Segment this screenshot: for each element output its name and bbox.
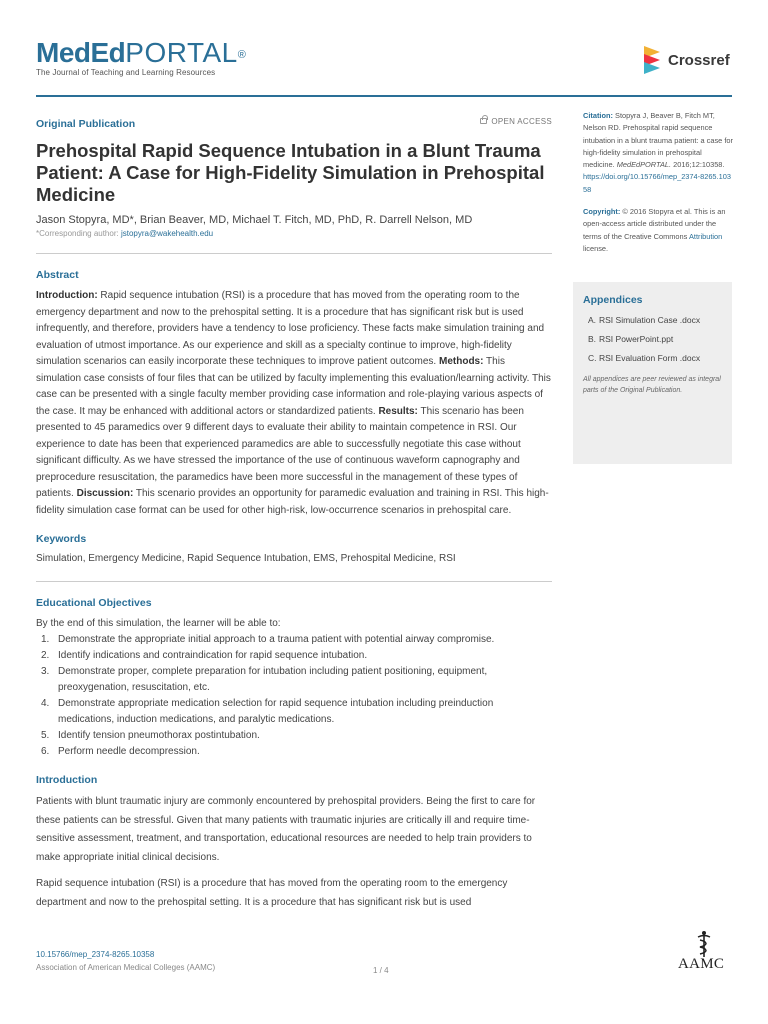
list-item-text: Perform needle decompression. <box>58 746 200 757</box>
citation-text: Stopyra J, Beaver B, Fitch MT, Nelson RD. Prehospital rapid sequence intubation in a blunt trauma patient: a case for high-fidelity simulation in prehospital medicine. <box>583 111 733 170</box>
introduction-paragraph: Patients with blunt traumatic injury are commonly encountered by prehospital providers. Being the first to care for these patients can be stressful. Given that many patients with traumatic injuries are critically ill and require time-sensitive assessment, treatment, and transportation, educational resources are needed to help train providers to make appropriate initial clinical decisions. <box>36 796 536 863</box>
appendix-label: RSI PowerPoint.ppt <box>599 334 674 344</box>
appendices-note: All appendices are peer reviewed as integral parts of the Original Publication. <box>583 376 721 394</box>
abstract-discussion-label: Discussion: <box>76 488 134 499</box>
article-title: Prehospital Rapid Sequence Intubation in a Blunt Trauma Patient: A Case for High-Fidelity Simulation in Prehospital Medicine <box>36 140 545 205</box>
logo-registered-mark: ® <box>237 49 246 61</box>
crossref-badge[interactable] <box>640 44 740 76</box>
open-access-label: OPEN ACCESS <box>491 117 552 126</box>
list-item <box>36 632 552 648</box>
citation-journal: MedEdPORTAL. <box>616 160 672 170</box>
list-item-text: Demonstrate the appropriate initial approach to a trauma patient with potential airway compromise. <box>58 634 495 645</box>
publication-type-row <box>36 114 552 136</box>
logo-portal: PORTAL <box>125 37 238 68</box>
list-item-number: 4. <box>41 698 50 709</box>
author-list: Jason Stopyra, MD*, Brian Beaver, MD, Michael T. Fitch, MD, PhD, R. Darrell Nelson, MD <box>36 214 473 226</box>
appendix-label: RSI Evaluation Form .docx <box>599 353 701 363</box>
caduceus-icon <box>694 930 714 958</box>
appendix-link-a[interactable] <box>583 314 722 327</box>
appendix-link-b[interactable] <box>583 333 722 346</box>
footer-organization: Association of American Medical Colleges (AAMC) <box>36 963 216 972</box>
list-item <box>36 648 552 664</box>
introduction-paragraph: Rapid sequence intubation (RSI) is a procedure that has moved from the operating room to the emergency department and now to the prehospital setting. It is a procedure that has significant risk but is used <box>36 878 508 908</box>
objectives-list <box>36 632 552 760</box>
page-header <box>0 0 768 96</box>
logo-med: MedEd <box>36 37 126 68</box>
main-column <box>36 114 552 912</box>
abstract-heading: Abstract <box>36 269 79 281</box>
crossref-label: Crossref <box>668 52 730 69</box>
page-number: 1 / 4 <box>373 966 389 975</box>
corresponding-email-link[interactable]: jstopyra@wakehealth.edu <box>120 229 214 238</box>
sidebar <box>583 110 733 255</box>
logo-wordmark <box>36 38 245 68</box>
objectives-heading: Educational Objectives <box>36 597 152 609</box>
list-item <box>36 696 552 728</box>
appendix-letter: C. <box>588 353 597 363</box>
lock-icon <box>480 118 487 124</box>
license-link[interactable]: Attribution <box>688 231 723 241</box>
keywords-text: Simulation, Emergency Medicine, Rapid Sequence Intubation, EMS, Prehospital Medicine, RSI <box>36 553 456 564</box>
list-item-number: 1. <box>41 634 50 645</box>
page-footer <box>36 950 732 990</box>
aamc-logo <box>672 930 732 980</box>
abstract-results-text: This scenario has been presented to 45 paramedics over 9 different days to evaluate their ability to maintain competence in RSI. Our experience to date has been that experienced paramedics are able to successfully negotiate this case without significant difficulty. As we have stressed the importance of the use of continuous waveform capnography and preprocedure resuscitation, the paramedics have been more successful in the management of these types of patients. <box>36 405 524 499</box>
citation-block <box>583 110 733 196</box>
abstract-text <box>36 288 552 519</box>
section-divider <box>36 253 552 254</box>
citation-doi-link[interactable]: https://doi.org/10.15766/mep_2374-8265.10358 <box>583 172 731 194</box>
list-item-number: 5. <box>41 730 50 741</box>
appendix-letter: A. <box>588 315 597 325</box>
open-access-badge <box>480 117 552 126</box>
appendix-letter: B. <box>588 334 597 344</box>
copyright-block <box>583 206 733 255</box>
aamc-wordmark: AAMC <box>678 956 725 972</box>
abstract-methods-text: This simulation case consists of four files that can be utilized by faculty implementing this evaluation/learning activity. This case can be presented with a single faculty member providing case information and role-playing various aspects of the case. It may be enhanced with additional actors or standardized patients. <box>36 356 551 417</box>
corresponding-label: *Corresponding author: <box>36 229 121 238</box>
list-item-number: 3. <box>41 666 50 677</box>
abstract-intro-text: Rapid sequence intubation (RSI) is a procedure that has moved from the operating room to the emergency department and now to the prehospital setting. It is a procedure that has significant risk but is used infrequently, and therefore, providers have a tendency to lose proficiency. These facts make simulation training and evaluation of utmost importance. As our experience and skill as a specialty continue to improve, high-fidelity simulation scenarios can easily incorporate these techniques to improve patient outcomes. <box>36 290 545 367</box>
appendix-label: RSI Simulation Case .docx <box>599 315 701 325</box>
abstract-results-label: Results: <box>378 405 418 417</box>
list-item-text: Demonstrate appropriate medication selection for rapid sequence intubation including preinduction medications, induction medications, and paralytic medications. <box>58 698 494 725</box>
list-item <box>36 728 552 744</box>
keywords-heading: Keywords <box>36 533 87 545</box>
copyright-text: © 2016 Stopyra et al. This is an open-access article distributed under the terms of the Creative Commons <box>583 207 726 241</box>
appendices-heading: Appendices <box>583 294 643 306</box>
abstract-intro-label: Introduction: <box>36 290 98 301</box>
section-divider <box>36 581 552 582</box>
list-item-number: 6. <box>41 746 50 757</box>
header-divider <box>36 95 732 97</box>
appendices-box <box>573 282 732 464</box>
corresponding-author <box>36 229 552 238</box>
crossref-icon <box>640 44 664 76</box>
list-item <box>36 744 552 760</box>
list-item-text: Demonstrate proper, complete preparation for intubation including patient positioning, equipment, preoxygenation, resuscitation, etc. <box>58 666 488 693</box>
abstract-methods-label: Methods: <box>439 356 484 367</box>
logo-subtitle: The Journal of Teaching and Learning Resources <box>36 68 216 77</box>
objectives-lead: By the end of this simulation, the learner will be able to: <box>36 618 281 629</box>
publication-type: Original Publication <box>36 118 136 130</box>
list-item <box>36 664 552 696</box>
abstract-discussion-text: This scenario provides an opportunity for paramedic evaluation and training in RSI. This high-fidelity simulation case format can be used for other high-risk, low-occurrence scenarios in prehospital care. <box>36 488 549 516</box>
introduction-heading: Introduction <box>36 774 98 786</box>
list-item-number: 2. <box>41 650 50 661</box>
list-item-text: Identify indications and contraindication for rapid sequence intubation. <box>58 650 368 661</box>
citation-issue: 2016;12:10358. <box>671 160 725 170</box>
copyright-end: license. <box>583 243 609 253</box>
copyright-label: Copyright: <box>583 207 621 217</box>
list-item-text: Identify tension pneumothorax postintubation. <box>58 730 260 741</box>
appendix-link-c[interactable] <box>583 352 722 365</box>
citation-label: Citation: <box>583 111 613 120</box>
mededportal-logo[interactable] <box>36 38 245 77</box>
footer-doi-link[interactable]: 10.15766/mep_2374-8265.10358 <box>36 950 155 959</box>
